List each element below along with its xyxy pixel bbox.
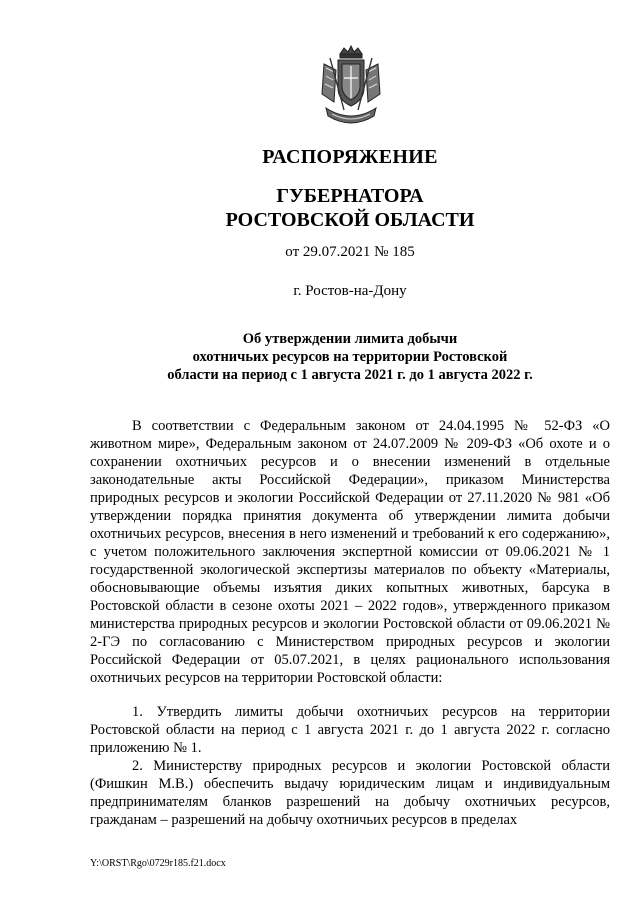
file-path-footer: Y:\ORST\Rgo\0729r185.f21.docx [90, 858, 226, 869]
document-type: РАСПОРЯЖЕНИЕ [262, 146, 438, 168]
coat-of-arms-icon [318, 44, 384, 130]
document-body [90, 417, 610, 829]
order-item-1: 1. Утвердить лимиты добычи охотничьих ресурсов на территории Ростовской области на период с 1 августа 2021 г. до 1 августа 2022 г. согласно приложению № 1. [90, 704, 610, 756]
issuer-line-2: РОСТОВСКОЙ ОБЛАСТИ [225, 209, 475, 231]
title-line-2: охотничьих ресурсов на территории Ростовской [192, 349, 508, 365]
title-line-1: Об утверждении лимита добычи [242, 331, 458, 347]
preamble-paragraph: В соответствии с Федеральным законом от 24.04.1995 № 52-ФЗ «О животном мире», Федеральным законом от 24.07.2009 № 209-ФЗ «Об охоте и о сохранении охотничьих ресурсов и о внесении изменений в отдельные законодательные акты Российской Федерации», приказом Министерства природных ресурсов и экологии Российской Федерации от 27.11.2020 № 981 «Об утверждении порядка принятия документа об утверждении лимита добычи охотничьих ресурсов, внесения в него изменений и требований к его содержанию», с учетом положительного заключения экспертной комиссии от 09.06.2021 № 1 государственной экологической экспертизы материалов по объекту «Материалы, обосновывающие объемы изъятия диких копытных животных, барсука в Ростовской области в сезоне охоты 2021 – 2022 годов», утвержденного приказом министерства природных ресурсов и экологии Ростовской области от 09.06.2021 № 2-ГЭ по согласованию с Министерством природных ресурсов и экологии Российской Федерации от 05.07.2021, в целях рационального использования охотничьих ресурсов на территории Ростовской области: [90, 418, 610, 686]
title-line-3: области на период с 1 августа 2021 г. до 1 августа 2022 г. [167, 367, 533, 383]
document-date-number: от 29.07.2021 № 185 [285, 244, 415, 260]
issuer-title [0, 184, 640, 232]
document-city: г. Ростов-на-Дону [293, 283, 407, 299]
document-title [90, 330, 610, 384]
order-item-2: 2. Министерству природных ресурсов и экологии Ростовской области (Фишкин М.В.) обеспечить выдачу юридическим лицам и индивидуальным предпринимателям бланков разрешений на добычу охотничьих ресурсов, гражданам – разрешений на добычу охотничьих ресурсов в пределах [90, 758, 610, 828]
issuer-line-1: ГУБЕРНАТОРА [276, 185, 424, 207]
